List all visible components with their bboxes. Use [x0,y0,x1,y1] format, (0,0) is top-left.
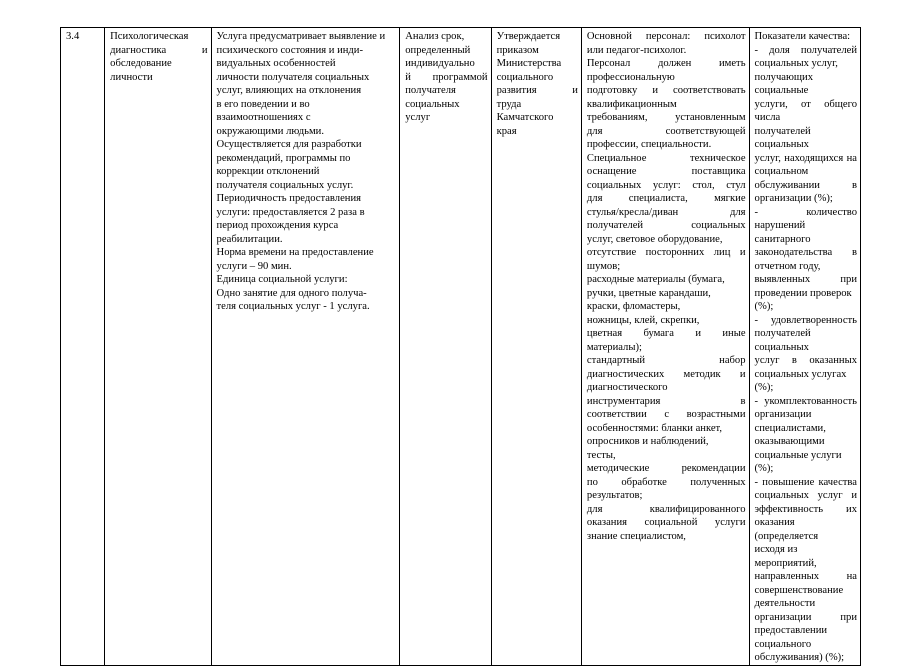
cell-quality [749,28,860,666]
text-line: направленных на [754,571,857,582]
text-line: цветная бумага и иные [586,328,746,339]
text-line: для квалифицированного [586,503,746,515]
text-line: Периодичность предоставления [216,193,361,204]
text-line: реабилитации. [216,233,283,245]
text-line: коррекции отклонений [216,166,320,177]
text-line: диагностика и [110,44,208,56]
text-line: Специальное техническое [586,152,746,164]
text-line: специалистами, [754,422,826,434]
text-line: Единица социальной услуги: [216,274,348,285]
text-line: й программой [405,71,488,83]
text-line: получателя социальных услуг. [216,179,354,191]
text-line: в его поведении и во [216,98,310,110]
text-line: социальных услуг: стол, стул [586,179,746,191]
text-line: знание специалистом, [586,530,686,542]
text-line: особенностями: бланки анкет, [586,422,723,434]
text-line: для соответствующей [586,125,746,137]
text-line: личности [110,71,153,83]
text-line: - количество нарушений [754,206,857,231]
text-line: - доля получателей [754,44,857,56]
text-line: выявленных при [754,274,857,285]
cell-approval [491,28,581,666]
text-line: получателей социальных [586,220,746,231]
text-line: услуги – 90 мин. [216,260,292,272]
text-line: соответствии с возрастными [586,409,746,420]
text-line: услуг [405,112,431,123]
text-line: рекомендаций, программы по [216,152,351,164]
text-line: требованиям, установленным [586,112,746,123]
services-table [60,27,861,666]
text-line: получателей социальных [754,328,811,353]
text-line: обследование [110,58,172,69]
text-line: - укомплектованность [754,395,857,407]
text-line: законодательства в [754,247,857,258]
text-line: стандартный набор [586,355,746,366]
text-line: социальные услуги (%); [754,449,842,474]
text-line: окружающими людьми. [216,125,324,137]
cell-term [400,28,491,666]
text-line: Услуга предусматривает выявление и [216,31,386,42]
text-line: Психологическая [110,31,189,42]
text-line: услуги: предоставляется 2 раза в [216,206,365,218]
text-line: услуг, находящихся на [754,152,857,164]
text-line: получателя [405,85,456,96]
text-line: результатов; [586,490,643,501]
text-line: социальном [754,166,809,177]
text-line: психического состояния и инди- [216,44,364,56]
text-line: - удовлетворенность [754,314,857,326]
text-line: Показатели качества: [754,31,851,42]
text-line: период прохождения курса [216,220,339,231]
text-line: взаимоотношениях с [216,112,311,123]
text-line: деятельности [754,598,816,609]
text-line: Норма времени на предоставление [216,247,374,258]
text-line: оказания социальной услуги [586,517,746,528]
text-line: личности получателя социальных [216,71,370,83]
text-line: организации (%); [754,193,833,204]
text-line: услуги, от общего числа [754,98,857,123]
text-line: Основной персонал: психолот [586,31,746,42]
text-line: труда [496,98,522,110]
text-line: отсутствие посторонних лиц и [586,247,746,258]
text-line: санитарного [754,233,811,245]
text-line: организации [754,409,812,420]
text-line: тесты, [586,449,616,461]
text-line: социальных услуг и [754,490,857,501]
text-line: индивидуально [405,58,475,69]
text-line: Осуществляется для разработки [216,139,362,150]
text-line: развития и [496,85,578,96]
cell-number [61,28,105,666]
text-line: исходя из мероприятий, [754,544,817,569]
text-line: Персонал должен иметь [586,58,746,69]
text-line: оказания (определяется [754,517,819,542]
text-line: организации при [754,611,857,623]
text-line: социальных [405,98,460,110]
text-line: обслуживания) (%); [754,652,845,663]
text-line: расходные материалы (бумага, [586,274,725,285]
text-line: получающих социальные [754,71,814,96]
text-line: края [496,125,517,137]
text-line: совершенствование [754,584,844,596]
text-line: стулья/кресла/диван для [586,206,746,218]
text-line: для специалиста, мягкие [586,193,746,204]
cell-service-name [105,28,211,666]
text-line: профессиональную [586,71,675,83]
row-number: 3.4 [66,31,80,42]
text-line: Камчатского [496,112,554,123]
text-line: социальных услуг, [754,58,838,69]
text-line: подготовку и соответствовать [586,85,746,96]
text-line: шумов; [586,260,621,272]
text-line: ножницы, клей, скрепки, [586,314,700,326]
text-line: квалификационным [586,98,677,110]
text-line: оказывающими [754,436,825,447]
text-line: социальных услугах (%); [754,368,847,393]
text-line: или педагог-психолог. [586,44,687,56]
text-line: социального [754,638,812,650]
text-line: Министерства [496,58,562,69]
text-line: оснащение поставщика [586,166,746,177]
text-line: услуг, влияющих на отклонения [216,85,362,96]
text-line: Анализ срок, [405,31,465,42]
text-line: отчетном году, [754,260,821,272]
text-line: приказом [496,44,539,56]
text-line: определенный [405,44,471,56]
text-line: профессии, специальности. [586,139,712,150]
text-line: услуг, световое оборудование, [586,233,723,245]
text-line: социального [496,71,554,83]
text-line: проведении проверок (%); [754,287,852,312]
text-line: Одно занятие для одного получа- [216,287,367,299]
text-line: услуг в оказанных [754,355,857,366]
text-line: получателей социальных [754,125,811,150]
text-line: опросников и наблюдений, [586,436,709,447]
text-line: теля социальных услуг - 1 услуга. [216,301,370,312]
text-line: инструментария в [586,395,746,407]
table-row [61,28,861,666]
text-line: предоставлении [754,625,828,636]
text-line: видуальных особенностей [216,58,336,69]
text-line: материалы); [586,341,642,353]
text-line: ручки, цветные карандаши, [586,287,711,299]
cell-description [211,28,400,666]
text-line: по обработке полученных [586,476,746,488]
text-line: методические рекомендации [586,463,746,474]
text-line: диагностического [586,382,668,393]
text-line: Утверждается [496,31,561,42]
text-line: обслуживании в [754,179,857,191]
text-line: краски, фломастеры, [586,301,681,312]
text-line: диагностических методик и [586,368,746,380]
cell-conditions [581,28,749,666]
text-line: - повышение качества [754,476,857,488]
text-line: эффективность их [754,503,857,515]
